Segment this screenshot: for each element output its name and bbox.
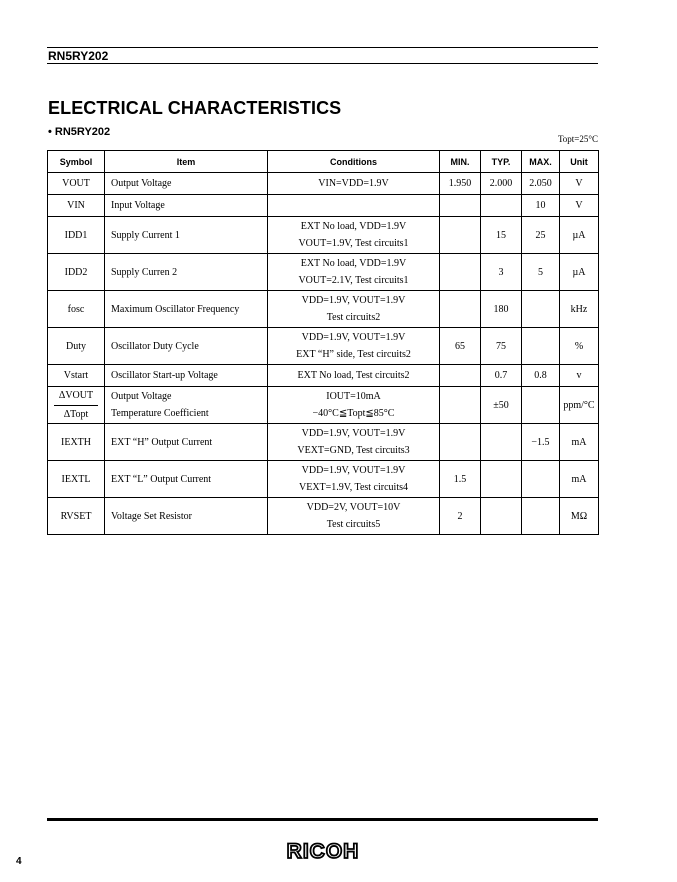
conditions-cell — [268, 498, 440, 535]
table-row — [48, 328, 599, 365]
conditions-cell — [268, 461, 440, 498]
condition-line: IOUT=10mA — [326, 391, 381, 402]
symbol-cell: VIN — [48, 195, 105, 217]
max-cell — [522, 461, 560, 498]
item-cell: Oscillator Start-up Voltage — [105, 365, 268, 387]
condition-line: −40°C≦Topt≦85°C — [312, 408, 395, 419]
condition-line: EXT No load, VDD=1.9V — [300, 258, 407, 269]
typ-cell — [481, 195, 522, 217]
table-row — [48, 173, 599, 195]
min-cell: 65 — [440, 328, 481, 365]
unit-cell: mA — [560, 461, 599, 498]
min-cell — [440, 365, 481, 387]
header-part-number: RN5RY202 — [48, 49, 109, 63]
item-cell: EXT “H” Output Current — [105, 424, 268, 461]
section-subtitle: • RN5RY202 — [48, 126, 111, 138]
condition-line: EXT No load, VDD=1.9V — [300, 221, 407, 232]
table-row — [48, 461, 599, 498]
min-cell: 2 — [440, 498, 481, 535]
condition-line: VDD=1.9V, VOUT=1.9V — [301, 428, 406, 439]
conditions-cell — [268, 195, 440, 217]
column-header: Item — [105, 151, 268, 173]
symbol-cell: RVSET — [48, 498, 105, 535]
conditions-cell: EXT No load, Test circuits2 — [268, 365, 440, 387]
condition-line: VOUT=2.1V, Test circuits1 — [298, 275, 409, 286]
max-cell: 5 — [522, 254, 560, 291]
item-cell: Input Voltage — [105, 195, 268, 217]
item-line: Temperature Coefficient — [111, 408, 209, 419]
typ-cell — [481, 461, 522, 498]
item-cell — [105, 387, 268, 424]
min-cell: 1.5 — [440, 461, 481, 498]
min-cell — [440, 424, 481, 461]
conditions-cell — [268, 217, 440, 254]
typ-cell: ±50 — [481, 387, 522, 424]
conditions-cell — [268, 254, 440, 291]
page-number: 4 — [16, 856, 22, 867]
condition-line: VDD=1.9V, VOUT=1.9V — [301, 332, 406, 343]
temperature-condition: Topt=25°C — [557, 134, 598, 144]
item-cell: Supply Curren 2 — [105, 254, 268, 291]
column-header: Conditions — [268, 151, 440, 173]
min-cell — [440, 254, 481, 291]
table-row — [48, 217, 599, 254]
table-row — [48, 387, 599, 424]
symbol-cell: Duty — [48, 328, 105, 365]
column-header: TYP. — [481, 151, 522, 173]
table-row — [48, 291, 599, 328]
typ-cell: 0.7 — [481, 365, 522, 387]
condition-line: VEXT=GND, Test circuits3 — [297, 445, 410, 456]
table-row — [48, 498, 599, 535]
item-line: Output Voltage — [111, 391, 172, 402]
max-cell — [522, 498, 560, 535]
typ-cell — [481, 498, 522, 535]
unit-cell: kHz — [560, 291, 599, 328]
unit-cell: mA — [560, 424, 599, 461]
max-cell — [522, 291, 560, 328]
conditions-cell: VIN=VDD=1.9V — [268, 173, 440, 195]
condition-line: VEXT=1.9V, Test circuits4 — [298, 482, 408, 493]
condition-line: VOUT=1.9V, Test circuits1 — [298, 238, 409, 249]
unit-cell: % — [560, 328, 599, 365]
symbol-numerator: ΔVOUT — [54, 387, 98, 406]
typ-cell: 75 — [481, 328, 522, 365]
symbol-cell: Vstart — [48, 365, 105, 387]
symbol-cell: IDD2 — [48, 254, 105, 291]
min-cell: 1.950 — [440, 173, 481, 195]
min-cell — [440, 195, 481, 217]
column-header: Symbol — [48, 151, 105, 173]
logo-text: RICOH — [287, 840, 359, 862]
electrical-characteristics-table — [47, 150, 599, 535]
header-rule-top — [47, 47, 598, 48]
condition-line: EXT “H” side, Test circuits2 — [296, 349, 411, 360]
typ-cell: 180 — [481, 291, 522, 328]
symbol-cell: IEXTH — [48, 424, 105, 461]
max-cell — [522, 328, 560, 365]
condition-line: VDD=1.9V, VOUT=1.9V — [301, 295, 406, 306]
conditions-cell — [268, 291, 440, 328]
item-cell: Voltage Set Resistor — [105, 498, 268, 535]
typ-cell: 15 — [481, 217, 522, 254]
max-cell — [522, 387, 560, 424]
unit-cell: v — [560, 365, 599, 387]
typ-cell: 2.000 — [481, 173, 522, 195]
section-title: ELECTRICAL CHARACTERISTICS — [48, 98, 342, 118]
ricoh-logo — [287, 840, 359, 862]
min-cell — [440, 291, 481, 328]
table-row — [48, 365, 599, 387]
conditions-cell — [268, 328, 440, 365]
item-cell: EXT “L” Output Current — [105, 461, 268, 498]
item-cell: Output Voltage — [105, 173, 268, 195]
symbol-cell: IEXTL — [48, 461, 105, 498]
column-header: MAX. — [522, 151, 560, 173]
table-row — [48, 424, 599, 461]
condition-line: VDD=1.9V, VOUT=1.9V — [301, 465, 406, 476]
table-header-row — [48, 151, 599, 173]
symbol-denominator: ΔTopt — [63, 408, 89, 420]
symbol-cell: VOUT — [48, 173, 105, 195]
header-rule-bottom — [47, 63, 598, 64]
table-row — [48, 254, 599, 291]
unit-cell: µA — [560, 254, 599, 291]
item-cell: Maximum Oscillator Frequency — [105, 291, 268, 328]
symbol-cell: IDD1 — [48, 217, 105, 254]
unit-cell: ppm/°C — [560, 387, 599, 424]
min-cell — [440, 387, 481, 424]
max-cell: 10 — [522, 195, 560, 217]
item-cell: Oscillator Duty Cycle — [105, 328, 268, 365]
symbol-cell — [48, 387, 105, 424]
item-cell: Supply Current 1 — [105, 217, 268, 254]
unit-cell: µA — [560, 217, 599, 254]
condition-line: Test circuits2 — [326, 312, 381, 323]
table-row — [48, 195, 599, 217]
condition-line: VDD=2V, VOUT=10V — [306, 502, 401, 513]
condition-line: Test circuits5 — [326, 519, 381, 530]
min-cell — [440, 217, 481, 254]
unit-cell: MΩ — [560, 498, 599, 535]
max-cell: −1.5 — [522, 424, 560, 461]
conditions-cell — [268, 424, 440, 461]
unit-cell: V — [560, 173, 599, 195]
column-header: Unit — [560, 151, 599, 173]
footer-rule — [47, 818, 598, 821]
max-cell: 0.8 — [522, 365, 560, 387]
typ-cell — [481, 424, 522, 461]
symbol-cell: fosc — [48, 291, 105, 328]
column-header: MIN. — [440, 151, 481, 173]
typ-cell: 3 — [481, 254, 522, 291]
unit-cell: V — [560, 195, 599, 217]
max-cell: 25 — [522, 217, 560, 254]
conditions-cell — [268, 387, 440, 424]
max-cell: 2.050 — [522, 173, 560, 195]
